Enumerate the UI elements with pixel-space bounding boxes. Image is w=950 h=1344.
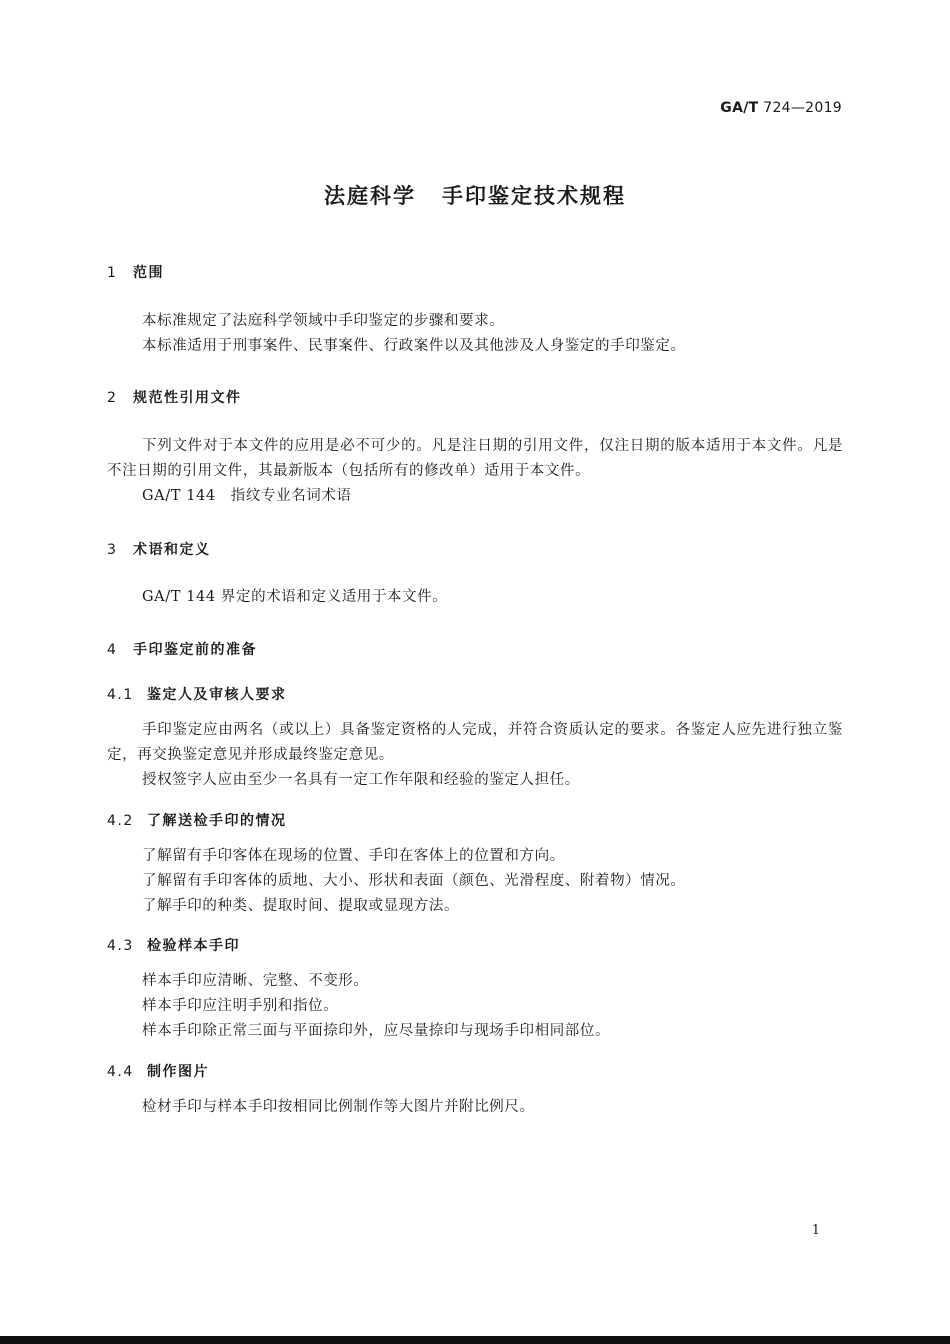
subsection-body-4-3 [107,969,843,1044]
paragraph: 本标准适用于刑事案件、民事案件、行政案件以及其他涉及人身鉴定的手印鉴定。 [142,338,686,354]
standard-code: 724—2019 [758,100,842,116]
section-title: 规范性引用文件 [133,390,242,406]
paragraph: 样本手印应注明手别和指位。 [142,998,339,1014]
paragraph: 手印鉴定应由两名（或以上）具备鉴定资格的人完成，并符合资质认定的要求。各鉴定人应先进行独立鉴定，再交换鉴定意见并形成最终鉴定意见。 [107,722,843,763]
paragraph: 样本手印除正常三面与平面捺印外，应尽量捺印与现场手印相同部位。 [142,1023,611,1039]
subsection-number: 4.3 [107,938,134,954]
section-body-1 [107,309,843,359]
subsection-title: 检验样本手印 [147,938,240,954]
paragraph: 了解留有手印客体在现场的位置、手印在客体上的位置和方向。 [142,848,565,864]
document-title [0,180,950,210]
subsection-number: 4.2 [107,813,134,829]
section-title: 范围 [133,265,164,281]
section-number: 2 [107,390,118,406]
subsection-body-4-4 [107,1095,843,1120]
section-heading-2 [107,387,242,407]
bottom-rule [0,1336,950,1344]
subsection-title: 鉴定人及审核人要求 [147,687,287,703]
section-title: 手印鉴定前的准备 [133,642,257,658]
subsection-title: 制作图片 [147,1064,209,1080]
paragraph: GA/T 144 界定的术语和定义适用于本文件。 [142,589,448,605]
paragraph: 下列文件对于本文件的应用是必不可少的。凡是注日期的引用文件，仅注日期的版本适用于本文件。凡是不注日期的引用文件，其最新版本（包括所有的修改单）适用于本文件。 [107,438,843,479]
paragraph: GA/T 144 指纹专业名词术语 [142,488,352,504]
section-heading-3 [107,539,211,559]
subsection-number: 4.1 [107,687,134,703]
standard-number [720,100,842,116]
subsection-heading-4-2 [107,810,287,830]
section-body-3 [107,585,843,610]
subsection-number: 4.4 [107,1064,134,1080]
paragraph: 本标准规定了法庭科学领域中手印鉴定的步骤和要求。 [142,313,505,329]
paragraph: 检材手印与样本手印按相同比例制作等大图片并附比例尺。 [142,1099,535,1115]
standard-prefix: GA/T [720,100,759,116]
section-number: 3 [107,542,118,558]
section-title: 术语和定义 [133,542,211,558]
subsection-body-4-1 [107,718,843,793]
page-number: 1 [811,1223,820,1238]
subsection-heading-4-3 [107,935,240,955]
section-body-2 [107,434,843,509]
title-part-1: 法庭科学 [324,184,416,208]
subsection-heading-4-4 [107,1061,209,1081]
section-heading-1 [107,262,164,282]
section-number: 1 [107,265,118,281]
paragraph: 授权签字人应由至少一名具有一定工作年限和经验的鉴定人担任。 [142,772,580,788]
paragraph: 了解留有手印客体的质地、大小、形状和表面（颜色、光滑程度、附着物）情况。 [142,873,686,889]
subsection-title: 了解送检手印的情况 [147,813,287,829]
section-heading-4 [107,639,257,659]
paragraph: 样本手印应清晰、完整、不变形。 [142,973,369,989]
paragraph: 了解手印的种类、提取时间、提取或显现方法。 [142,898,460,914]
title-part-2: 手印鉴定技术规程 [442,184,626,208]
subsection-body-4-2 [107,844,843,919]
subsection-heading-4-1 [107,684,287,704]
section-number: 4 [107,642,118,658]
